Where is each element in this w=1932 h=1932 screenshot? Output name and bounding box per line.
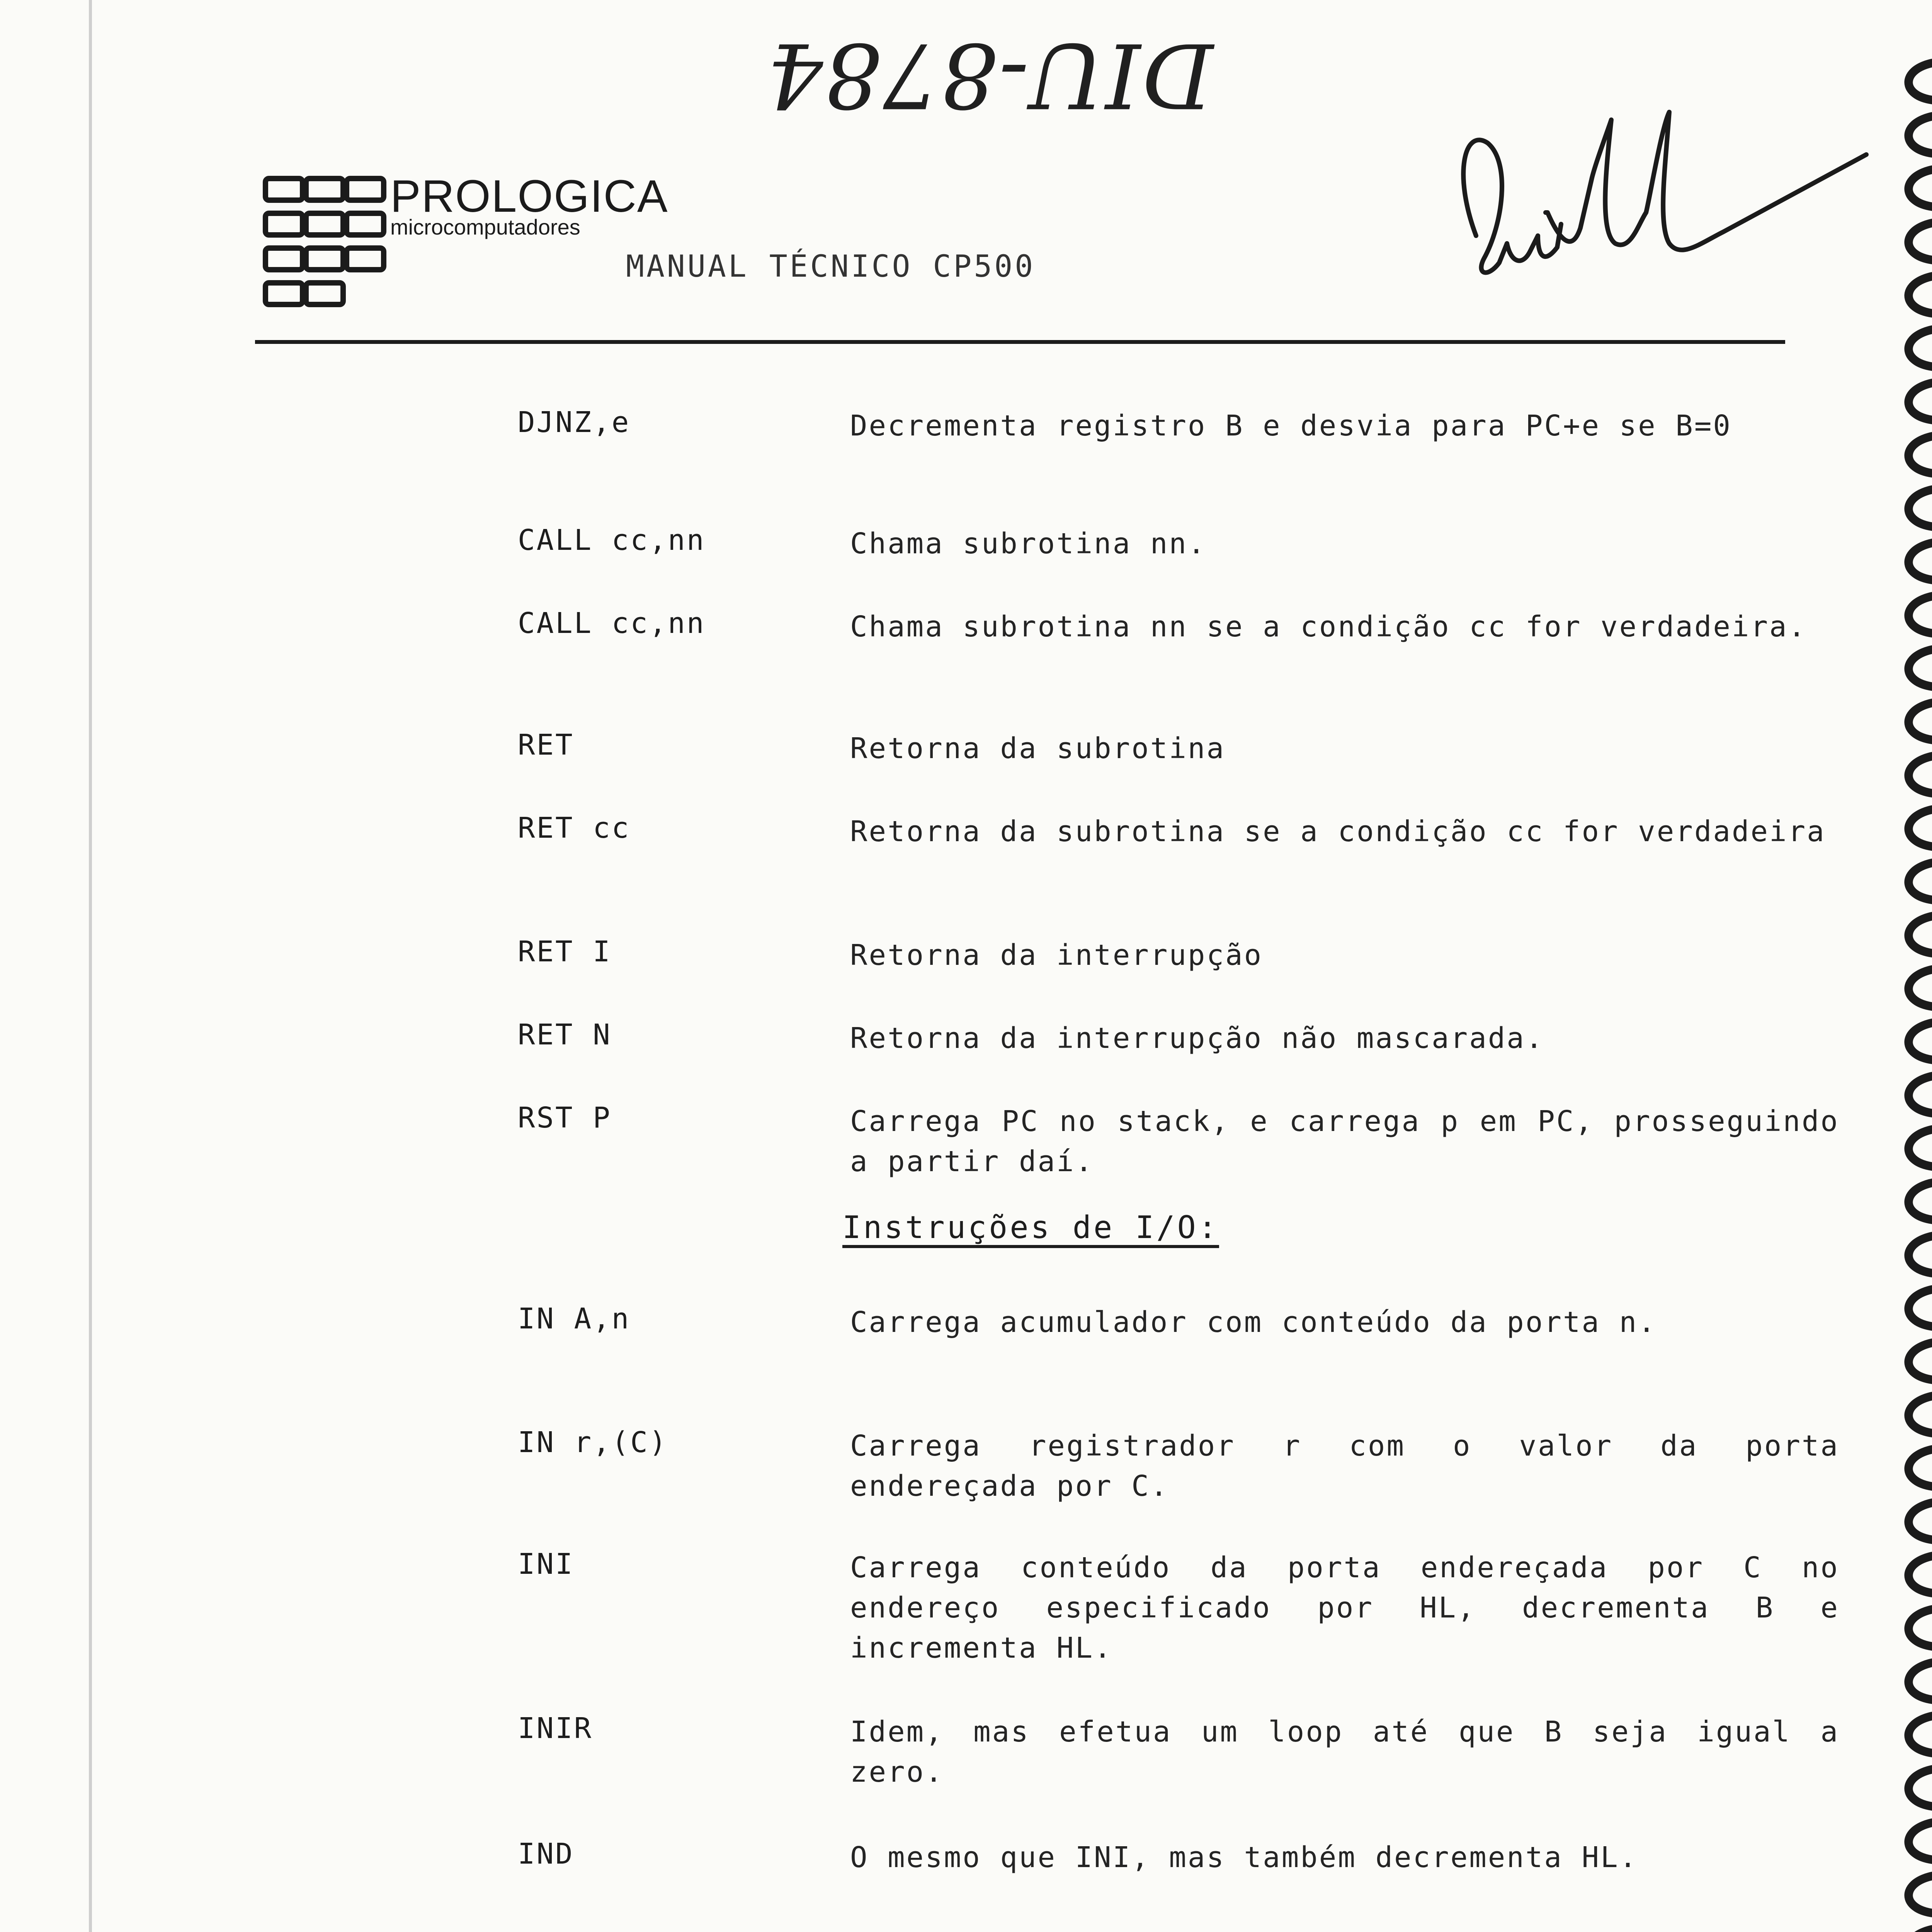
binding-loop bbox=[1908, 1128, 1932, 1167]
instruction-description: Carrega conteúdo da porta endereçada por C no endereço especificado por HL, decrementa B e incrementa HL. bbox=[850, 1551, 1839, 1665]
binding-loop bbox=[1908, 648, 1932, 687]
instruction-mnemonic: INI bbox=[518, 1548, 574, 1581]
binding-loop bbox=[1908, 701, 1932, 740]
binding-loop bbox=[1908, 1608, 1932, 1647]
instruction-description: Idem, mas efetua um loop até que B seja igual a zero. bbox=[850, 1715, 1839, 1789]
instruction-description: Decrementa registro B e desvia para PC+e se B=0 bbox=[850, 409, 1732, 442]
instruction-mnemonic: IN A,n bbox=[518, 1302, 631, 1335]
binding-loop bbox=[1908, 1341, 1932, 1380]
instruction-mnemonic: RET I bbox=[518, 935, 612, 968]
instruction-description: Retorna da subrotina se a condição cc for verdadeira bbox=[850, 815, 1826, 848]
binding-loop bbox=[1908, 861, 1932, 900]
instruction-description: Retorna da interrupção não mascarada. bbox=[850, 1022, 1544, 1055]
instruction-description: Carrega registrador r com o valor da porta endereçada por C. bbox=[850, 1429, 1839, 1503]
signature bbox=[1430, 97, 1874, 328]
header-rule bbox=[255, 340, 1785, 344]
page-edge bbox=[89, 0, 92, 1932]
binding-loop bbox=[1908, 808, 1932, 847]
instruction-description: Retorna da subrotina bbox=[850, 732, 1226, 765]
binding-loop bbox=[1908, 1288, 1932, 1327]
binding-loop bbox=[1908, 1554, 1932, 1594]
binding-loop bbox=[1908, 915, 1932, 954]
instruction-mnemonic: IND bbox=[518, 1837, 574, 1871]
binding-loop bbox=[1908, 1661, 1932, 1700]
binding-loop bbox=[1908, 488, 1932, 527]
binding-loop bbox=[1908, 1235, 1932, 1274]
binding-loop bbox=[1908, 968, 1932, 1007]
instruction-description: Carrega PC no stack, e carrega p em PC, prosseguindo a partir daí. bbox=[850, 1105, 1839, 1178]
binding-loop bbox=[1908, 755, 1932, 794]
instruction-mnemonic: RST P bbox=[518, 1101, 612, 1134]
binding-loop bbox=[1908, 328, 1932, 367]
binding-loop bbox=[1908, 1501, 1932, 1540]
instruction-mnemonic: RET cc bbox=[518, 811, 631, 845]
spiral-binding bbox=[1878, 46, 1932, 1932]
binding-loop bbox=[1908, 1075, 1932, 1114]
instruction-description: O mesmo que INI, mas também decrementa HL. bbox=[850, 1841, 1638, 1874]
instruction-mnemonic: RET bbox=[518, 728, 574, 762]
instruction-mnemonic: IN r,(C) bbox=[518, 1426, 668, 1459]
binding-loop bbox=[1908, 1768, 1932, 1807]
binding-loop bbox=[1908, 1181, 1932, 1220]
instruction-description: Carrega acumulador com conteúdo da porta n. bbox=[850, 1306, 1657, 1339]
binding-loop bbox=[1908, 1395, 1932, 1434]
manual-title: MANUAL TÉCNICO CP500 bbox=[626, 249, 1036, 284]
prologica-logo bbox=[263, 176, 379, 323]
brand-subtitle: microcomputadores bbox=[390, 215, 580, 239]
instruction-mnemonic: CALL cc,nn bbox=[518, 607, 706, 640]
binding-loop bbox=[1908, 1714, 1932, 1753]
binding-loop bbox=[1908, 435, 1932, 474]
binding-loop bbox=[1908, 541, 1932, 580]
binding-loop bbox=[1908, 1448, 1932, 1487]
instruction-mnemonic: DJNZ,e bbox=[518, 406, 631, 439]
instruction-mnemonic: INIR bbox=[518, 1712, 593, 1745]
instruction-mnemonic: CALL cc,nn bbox=[518, 524, 706, 557]
instruction-description: Chama subrotina nn. bbox=[850, 527, 1207, 560]
binding-loop bbox=[1908, 221, 1932, 260]
binding-loop bbox=[1908, 275, 1932, 314]
binding-loop bbox=[1908, 168, 1932, 207]
binding-loop bbox=[1908, 1821, 1932, 1860]
binding-loop bbox=[1908, 1021, 1932, 1060]
binding-loop bbox=[1908, 1928, 1932, 1932]
binding-loop bbox=[1908, 381, 1932, 420]
binding-loop bbox=[1908, 115, 1932, 154]
brand-name: PROLOGICA bbox=[390, 171, 668, 222]
catalog-handwriting-top: DIU-8784 bbox=[765, 23, 1214, 126]
binding-loop bbox=[1908, 1874, 1932, 1913]
instruction-description: Retorna da interrupção bbox=[850, 939, 1263, 972]
instruction-mnemonic: RET N bbox=[518, 1018, 612, 1051]
binding-loop bbox=[1908, 595, 1932, 634]
binding-loop bbox=[1908, 61, 1932, 100]
section-heading-io: Instruções de I/O: bbox=[842, 1209, 1219, 1245]
instruction-description: Chama subrotina nn se a condição cc for verdadeira. bbox=[850, 610, 1807, 643]
